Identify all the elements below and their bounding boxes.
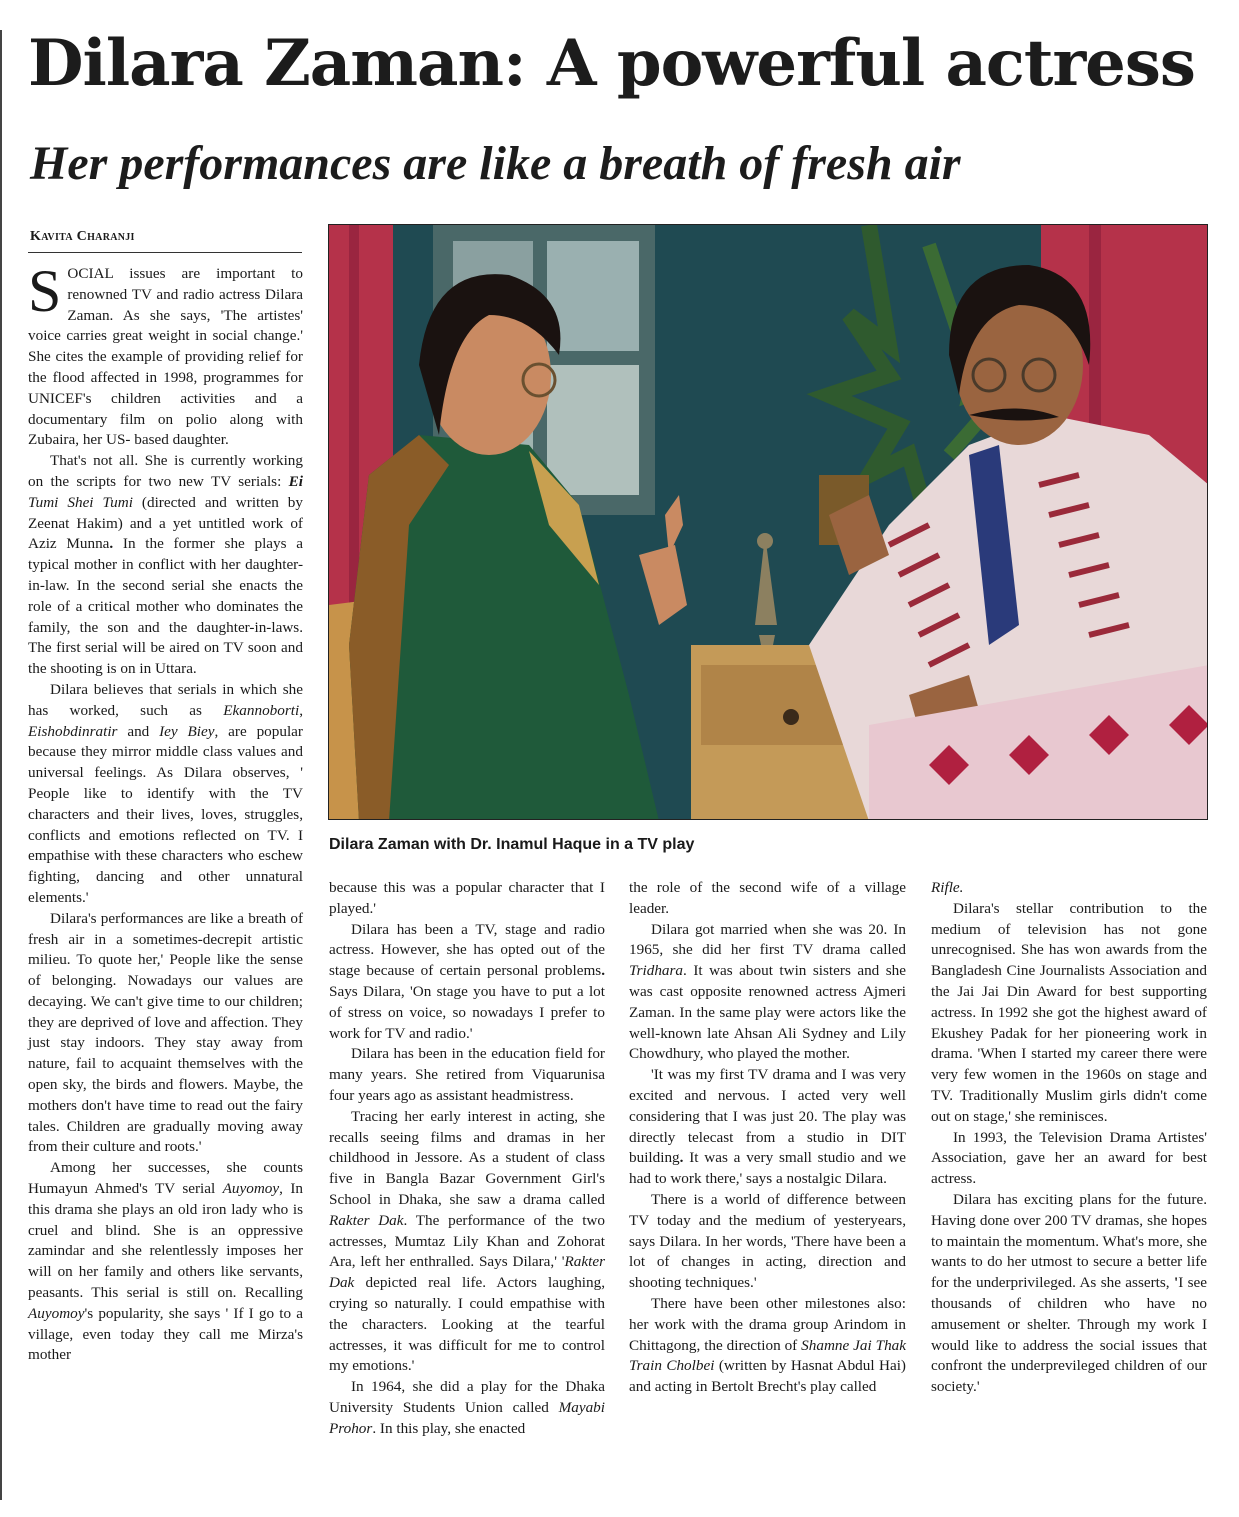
- paragraph: because this was a popular character that I played.': [329, 879, 605, 917]
- paragraph: the role of the second wife of a village leader.: [629, 879, 906, 917]
- paragraph: [28, 258, 303, 451]
- bold-quote-mark: ': [1173, 1274, 1179, 1292]
- paragraph-text: 's popularity, she says ' If I go to a village, even today they call me Mirza's mother: [28, 1304, 303, 1364]
- paragraph-text: . In this play, she enacted: [372, 1419, 526, 1437]
- bold-period: .: [679, 1149, 684, 1167]
- paragraph-text: I see thousands of children who have no amusement or shelter. Through my work I would like to address the social issues that confront the underprevileged children of our society.': [931, 1274, 1207, 1396]
- paragraph-text: (directed and written by Zeenat Hakim) and a yet untitled work of Aziz Munna: [28, 493, 303, 553]
- paragraph-text: Says Dilara, 'On stage you have to put a lot of stress on voice, so nowadays I prefer to work for TV and radio.': [329, 982, 605, 1042]
- paragraph: There is a world of difference between TV today and the medium of yesteryears, says Dilara. In her words, 'There have been a lot of changes in acting, direction and shooting techniques.': [629, 1190, 906, 1292]
- paragraph: [329, 1107, 605, 1377]
- serial-title-lead: Ei: [288, 472, 303, 490]
- headline: Dilara Zaman: A powerful actress: [28, 26, 1195, 101]
- drama-title: Rakter Dak: [329, 1211, 404, 1229]
- paragraph: Dilara's performances are like a breath of fresh air in a sometimes-decrepit artistic milieu. To quote her,' People like the sense of belonging. Nowadays our values are decaying. We can't give time to our children; they are deprived of love and affection. They just stay indoors. They stay away from nature, fail to acquaint themselves with the open sky, the birds and flowers. Maybe, the mothers don't have time to read out the fairy tales. Children are gradually moving away from their culture and roots.': [28, 909, 303, 1156]
- bold-period: .: [601, 962, 605, 980]
- paragraph-text: Tracing her early interest in acting, she recalls seeing films and dramas in her childhood in Jessore. As a student of class five in Bangla Bazar Government Girl's School in Dhaka, she saw a drama called: [329, 1107, 605, 1208]
- paragraph-text: ,: [299, 701, 303, 719]
- paragraph-text: Dilara has been a TV, stage and radio actress. However, she has opted out of the stage because of certain personal problems: [329, 920, 605, 980]
- serial-title-rest: Tumi Shei Tumi: [28, 493, 133, 511]
- figurine-head: [757, 533, 773, 549]
- paragraph-text: . The performance of the two actresses, Mumtaz Lily Khan and Zohorat Ara, left her enthralled. Says Dilara,' ': [329, 1211, 605, 1271]
- drop-cap: S: [28, 258, 62, 324]
- paragraph-text: Dilara believes that serials in which she has worked, such as: [28, 680, 303, 719]
- paragraph: [28, 1158, 303, 1366]
- article-column-3: [629, 878, 906, 1398]
- paragraph-text: That's not all. She is currently working on the scripts for two new TV serials:: [28, 452, 303, 490]
- serial-title: Auyomoy: [28, 1304, 85, 1322]
- bold-period: .: [109, 535, 114, 553]
- paragraph: [629, 1294, 906, 1398]
- paragraph: [28, 680, 303, 909]
- window-pane: [547, 241, 639, 351]
- drama-title: Rakter Dak: [329, 1253, 605, 1292]
- paragraph: [329, 1377, 605, 1439]
- paragraph: [329, 920, 605, 1045]
- serial-title: Ekannoborti: [223, 701, 300, 719]
- left-column-rule: [0, 30, 2, 1500]
- paragraph-text: , are popular because they mirror middle class values and universal feelings. As Dilara observes, ' People like to identify with the TV characters and their lives, loves, struggles, conflicts and emotions reflected on TV. I empathise with these characters who eschew fighting, dancing and other unnatural elements.': [28, 722, 303, 906]
- paragraph-text: . It was about twin sisters and she was cast opposite renowned actress Ajmeri Zaman. In the same play were actors like the well-known late Ahsan Ali Sydney and Lily Chowdhury, who played the mother.: [629, 962, 906, 1063]
- article-column-2: [329, 878, 605, 1440]
- byline-rule: [28, 252, 302, 253]
- paragraph-text: In the former she plays a typical mother in conflict with her daughter-in-law. In the second serial she enacts the role of a critical mother who dominates the family, the son and the daughter-in-laws. The first serial will be aired on TV soon and the shooting is on in Uttara.: [28, 535, 303, 678]
- paragraph-text: and: [117, 722, 160, 740]
- paragraph: [629, 920, 906, 1066]
- article-photo: [328, 224, 1208, 820]
- paragraph: Dilara's stellar contribution to the medium of television has not gone unrecognised. She has won awards from the Bangladesh Cine Journalists Association and the Jai Jai Din Award for best supporting actress. In 1992 she got the highest award of Ekushey Padak for her pioneering work in drama. 'When I started my career there were very few women in the 1960s on stage and TV. Traditionally Muslim girls didn't come out on stage,' she reminisces.: [931, 899, 1207, 1125]
- paragraph-text: There have been other milestones also: her work with the drama group Arindom in Chittagong, the direction of: [629, 1294, 906, 1354]
- paragraph-text: depicted real life. Actors laughing, crying so naturally. I could empathise with the characters. Looking at the tearful actresses, it was difficult for me to control my emotions.': [329, 1274, 605, 1375]
- paragraph: Dilara has been in the education field for many years. She retired from Viquarunisa four years ago as assistant headmistress.: [329, 1045, 605, 1104]
- drawer-lock: [783, 709, 799, 725]
- paragraph: [629, 1065, 906, 1190]
- window-pane: [547, 365, 639, 495]
- paragraph-text: OCIAL issues are important to renowned TV and radio actress Dilara Zaman. As she says, 'The artistes' voice carries great weight in social change.' She cites the example of providing relief for the flood affected in 1998, programmes for UNICEF's children activities and a documentary film on polio along with Zubaira, her US- based daughter.: [28, 265, 303, 449]
- photo-illustration: [329, 225, 1208, 820]
- paragraph: [931, 1190, 1207, 1398]
- paragraph-text: In 1964, she did a play for the Dhaka University Students Union called: [329, 1378, 605, 1416]
- paragraph: Rifle.: [931, 879, 964, 896]
- paragraph: [28, 451, 303, 680]
- paragraph-text: , In this drama she plays an old iron lady who is cruel and blind. She is an oppressive zamindar and she relentlessly imposes her will on her family and others like servants, peasants. This serial is still on. Recalling: [28, 1180, 303, 1302]
- serial-title: Auyomoy: [222, 1180, 280, 1198]
- paragraph-text: Among her successes, she counts Humayun Ahmed's TV serial: [28, 1159, 303, 1198]
- serial-title: Eishobdinratir: [28, 722, 118, 740]
- serial-title: Iey Biey: [159, 722, 215, 740]
- paragraph-text: (written by Hasnat Abdul Hai) and acting in Bertolt Brecht's play called: [629, 1357, 906, 1396]
- byline: Kavita Charanji: [30, 229, 135, 244]
- paragraph-text: Dilara has exciting plans for the future. Having done over 200 TV dramas, she hopes to maintain the momentum. What's more, she wants to do her utmost to secure a better life for the underprivileged. As she asserts,: [931, 1190, 1207, 1292]
- drama-title: Shamne Jai Thak Train Cholbei: [629, 1336, 907, 1375]
- article-column-1: [28, 258, 303, 1366]
- drama-title: Tridhara: [629, 962, 684, 980]
- drama-title: Mayabi Prohor: [329, 1398, 605, 1437]
- photo-caption: Dilara Zaman with Dr. Inamul Haque in a TV play: [329, 836, 695, 853]
- article-column-4: [931, 878, 1207, 1398]
- paragraph-text: 'It was my first TV drama and I was very excited and nervous. I acted very well considering that I was just 20. The play was directly telecast from a studio in DIT building: [629, 1066, 906, 1167]
- paragraph-text: It was a very small studio and we had to work there,' says a nostalgic Dilara.: [629, 1149, 906, 1188]
- paragraph: In 1993, the Television Drama Artistes' Association, gave her an award for best actress.: [931, 1128, 1207, 1188]
- paragraph-text: Dilara got married when she was 20. In 1965, she did her first TV drama called: [629, 920, 906, 959]
- subheadline: Her performances are like a breath of fresh air: [30, 137, 961, 190]
